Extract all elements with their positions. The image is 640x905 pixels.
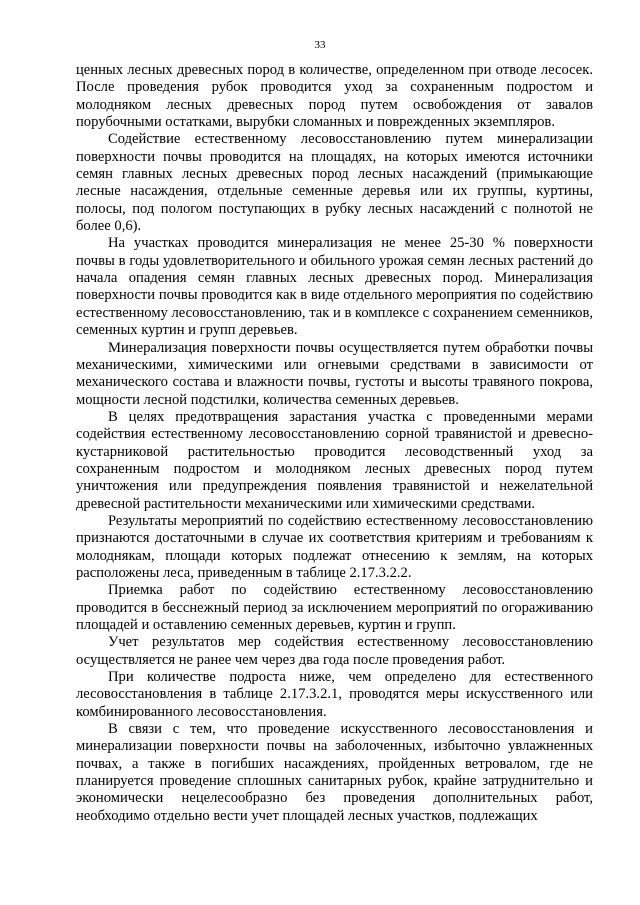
paragraph-6: Результаты мероприятий по содействию естественному лесовосстановлению признаются достаточными в случае их соответствия критериям и требованиям к молоднякам, площади которых подлежат отнесению к землям, на которых расположены леса, приведенным в таблице 2.17.3.2.2.: [76, 512, 593, 581]
page-number: 33: [314, 39, 326, 51]
paragraph-3: На участках проводится минерализация не менее 25-30 % поверхности почвы в годы удовлетворительного и обильного урожая семян лесных растений до начала опадения семян главных лесных древесных пород. Минерализация поверхности почвы проводится как в виде отдельного мероприятия по содействию естественному лесовосстановлению, так и в комплексе с сохранением семенников, семенных куртин и групп деревьев.: [76, 235, 594, 339]
paragraph-7: Приемка работ по содействию естественному лесовосстановлению проводится в бесснежный период за исключением мероприятий по огораживанию площадей и оставлению семенных деревьев, куртин и групп.: [76, 582, 593, 633]
paragraph-4: Минерализация поверхности почвы осуществляется путем обработки почвы механическими, химическими или огневыми средствами в зависимости от механического состава и влажности почвы, густоты и высоты травяного покрова, мощности лесной подстилки, количества семенных деревьев.: [76, 339, 593, 408]
document-body: [76, 62, 593, 825]
paragraph-1: ценных лесных древесных пород в количестве, определенном при отводе лесосек. После проведения рубок проводится уход за сохраненным подростом и молодняком лесных древесных пород путем освобождения от завалов порубочными остатками, вырубки сломанных и поврежденных экземпляров.: [76, 62, 593, 131]
paragraph-2: Содействие естественному лесовосстановлению путем минерализации поверхности почвы проводится на площадях, на которых имеются источники семян главных лесных древесных пород лесных насаждений (примыкающие лесные насаждения, отдельные семенные деревья или их группы, куртины, полосы, под пологом поступающих в рубку лесных насаждений с полнотой не более 0,6).: [76, 131, 593, 235]
paragraph-9: При количестве подроста ниже, чем определено для естественного лесовосстановления в таблице 2.17.3.2.1, проводятся меры искусственного или комбинированного лесовосстановления.: [76, 669, 593, 720]
paragraph-10: В связи с тем, что проведение искусственного лесовосстановления и минерализации поверхности почвы на заболоченных, избыточно увлажненных почвах, а также в погибших насаждениях, пройденных ветровалом, где не планируется проведение сплошных санитарных рубок, крайне затруднительно и экономически нецелесообразно без проведения дополнительных работ, необходимо отдельно вести учет площадей лесных участков, подлежащих: [76, 721, 593, 824]
paragraph-5: В целях предотвращения зарастания участка с проведенными мерами содействия естественному лесовосстановлению сорной травянистой и древесно-кустарниковой растительностью проводится лесоводственный уход за сохраненным подростом и молодняком лесных древесных пород путем уничтожения или предупреждения появления травянистой и нежелательной древесной растительности механическими или химическими средствами.: [76, 408, 593, 512]
paragraph-8: Учет результатов мер содействия естественному лесовосстановлению осуществляется не ранее чем через два года после проведения работ.: [76, 634, 593, 668]
